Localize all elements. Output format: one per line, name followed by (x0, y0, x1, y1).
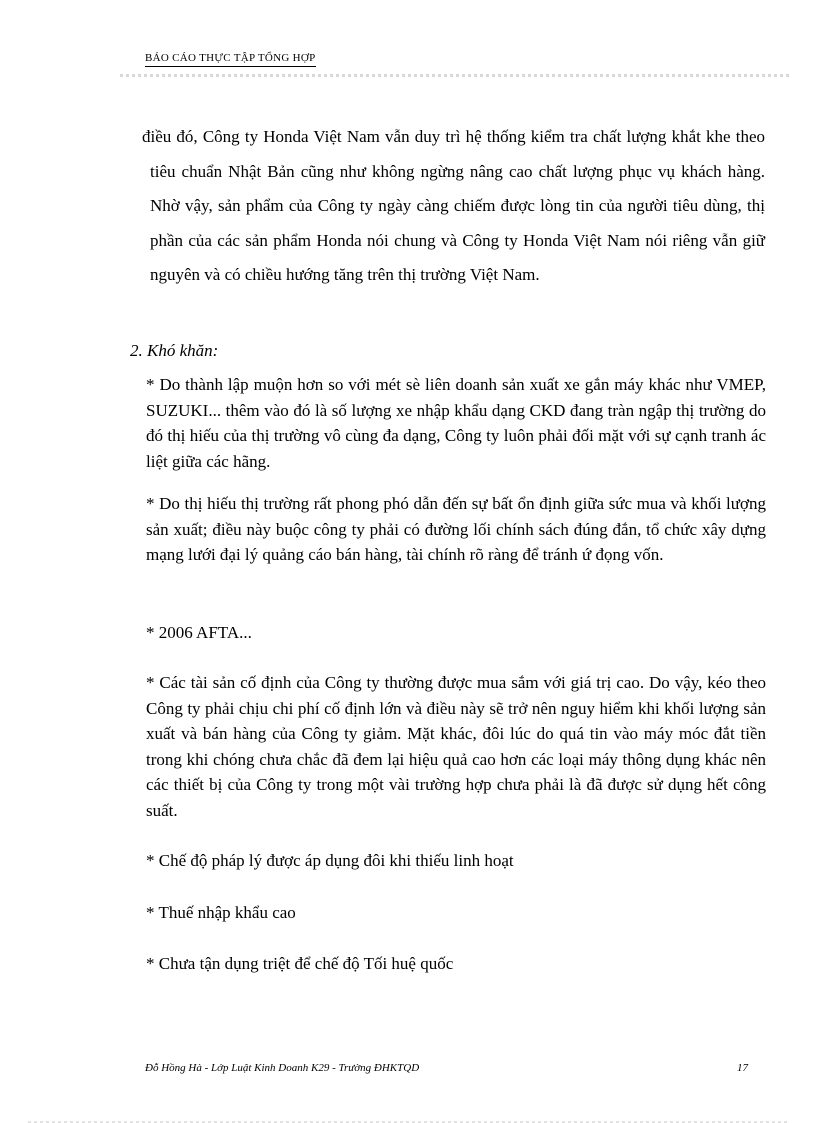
section-heading: 2. Khó khăn: (130, 341, 219, 360)
bullet-item: * Do thành lập muộn hơn so với mét sè liên doanh sản xuất xe gắn máy khác như VMEP, SUZUKI... thêm vào đó là số lượng xe nhập khẩu dạng CKD đang tràn ngập thị trường do đó thị hiếu của thị trường vô cùng đa dạng, Công ty luôn phải đối mặt với sự cạnh tranh ác liệt giữa các hãng. (146, 375, 766, 471)
bullet-item: * Do thị hiếu thị trường rất phong phó dẫn đến sự bất ổn định giữa sức mua và khối lượng sản xuất; điều này buộc công ty phải có đường lối chính sách đúng đắn, tổ chức xây dựng mạng lưới đại lý quảng cáo bán hàng, tài chính rõ ràng để tránh ứ đọng vốn. (146, 494, 766, 564)
body-paragraph: điều đó, Công ty Honda Việt Nam vẫn duy trì hệ thống kiểm tra chất lượng khắt khe theo tiêu chuẩn Nhật Bản cũng như không ngừng nâng cao chất lượng phục vụ khách hàng. Nhờ vậy, sản phẩm của Công ty ngày càng chiếm được lòng tin của người tiêu dùng, thị phần của các sản phẩm Honda nói chung và Công ty Honda Việt Nam nói riêng vẫn giữ nguyên và có chiều hướng tăng trên thị trường Việt Nam. (142, 127, 765, 284)
bullet-item: * Thuế nhập khẩu cao (146, 903, 296, 922)
header-divider (120, 74, 789, 77)
running-header: BÁO CÁO THỰC TẬP TỔNG HỢP (145, 52, 316, 67)
bullet-item: * Chế độ pháp lý được áp dụng đôi khi thiếu linh hoạt (146, 851, 514, 870)
bullet-item: * Các tài sản cố định của Công ty thường được mua sắm với giá trị cao. Do vậy, kéo theo Công ty phải chịu chi phí cố định lớn và điều này sẽ trở nên nguy hiểm khi khối lượng sản xuất và bán hàng của Công ty giảm. Mặt khác, đôi lúc do quá tin vào máy móc đắt tiền trong khi chóng chưa chắc đã đem lại hiệu quả cao hơn các loại máy thông dụng khác nên các thiết bị của Công ty trong một vài trường hợp chưa phải là đã được sử dụng hết công suất. (146, 673, 766, 820)
bullet-item: * Chưa tận dụng triệt để chế độ Tối huệ quốc (146, 954, 454, 973)
footer-author: Đỗ Hồng Hà - Lớp Luật Kinh Doanh K29 - Trường ĐHKTQD (145, 1062, 420, 1074)
bullet-item: * 2006 AFTA... (146, 623, 252, 642)
page-number: 17 (737, 1062, 748, 1074)
